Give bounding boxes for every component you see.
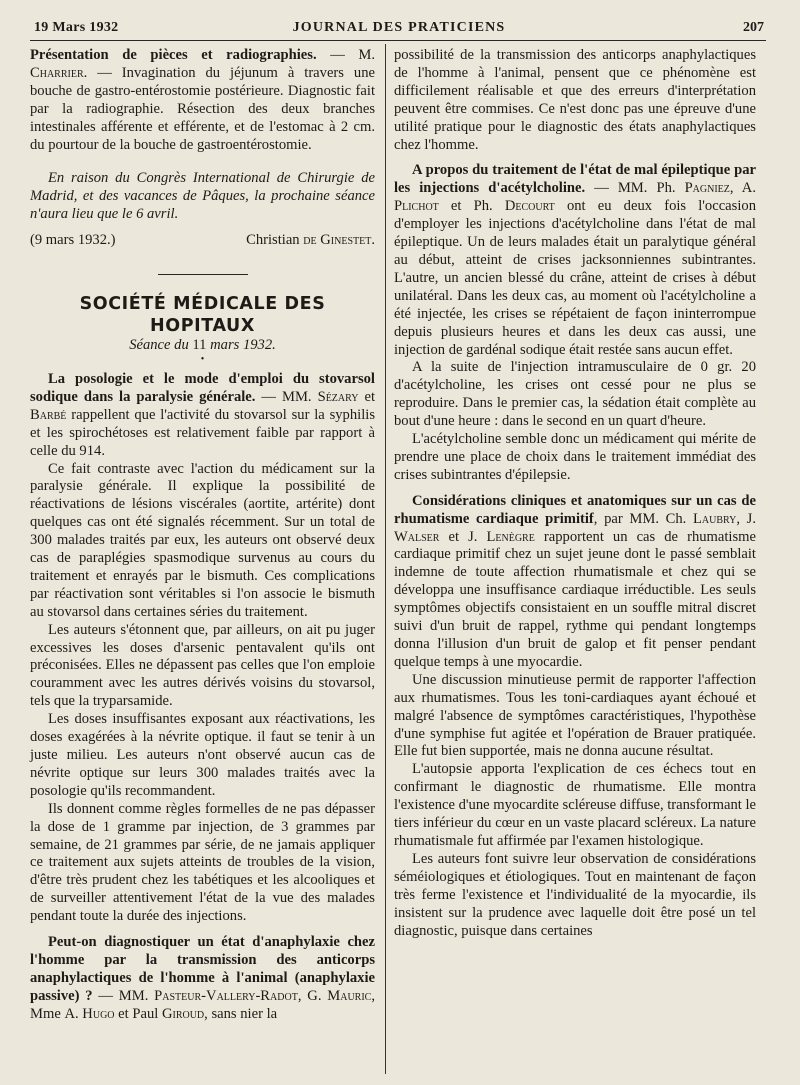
header-rule	[30, 40, 766, 41]
stovarsol-dash: — MM.	[255, 388, 318, 405]
anaphylaxie-dash: — MM.	[92, 987, 155, 1004]
anaphylaxie-author-1: Pasteur-Vallery-Radot	[154, 987, 298, 1004]
rhumatisme-intro	[394, 493, 756, 672]
anaphylaxie-title: Peut-on diagnostiquer un état d'anaphylaxie chez l'homme par la transmission des anticorps anaphylactiques de l'homme à l'animal (anaphylaxie passive) ?	[30, 934, 375, 1004]
presentation-paragraph	[30, 47, 375, 154]
anaphylaxie-author-2: G. Mauric	[307, 987, 372, 1004]
ornament-dot: •	[200, 353, 205, 365]
acetylcholine-paragraph-2: A la suite de l'injection intramusculaire de 0 gr. 20 d'acétylcholine, les crises ont cessé pour ne plus se reproduire. Dans le premier cas, la sédation était complète au bout d'une heure : dans le second en un quart d'heure.	[394, 359, 756, 430]
stovarsol-author-1: Sézary	[317, 388, 359, 405]
rhumatisme-paragraph-4: Les auteurs font suivre leur observation de considérations séméiologiques et étiologiques. Tout en maintenant de façon très ferme l'existence et l'individualité de la myocardie, ils insistent sur la prudence avec laquelle doit être posé un tel diagnostic, puisque dans certaines	[394, 850, 756, 939]
stovarsol-paragraph-3: Les auteurs s'étonnent que, par ailleurs, on ait pu juger excessives les doses d'arsenic pentavalent qu'ils ont préconisées. Elles ne dépassent pas celles que l'on emploie couramment avec les autres dérivés voisins du stovarsol, tels que la tryparsamide.	[30, 621, 375, 710]
anaphylaxie-tail: , sans nier la	[204, 1005, 278, 1022]
running-header	[34, 18, 764, 40]
anaphylaxie-sep-3: et Paul	[114, 1005, 162, 1022]
signature	[246, 232, 375, 250]
seance-line	[30, 337, 375, 355]
stovarsol-paragraph-4: Les doses insuffisantes exposant aux réactivations, les doses exagérées à la névrite optique. il faut se tenir à un juste milieu. Les auteurs n'ont observé aucun cas de névrite optique sur leurs 300 malades traités avec la posologie qu'ils recommandent.	[30, 711, 375, 799]
column-divider	[385, 44, 386, 1074]
signature-last-name: Ginestet.	[320, 232, 375, 249]
signature-first-name: Christian	[246, 232, 304, 249]
header-page-number: 207	[743, 20, 764, 35]
section-rule	[158, 274, 248, 275]
acetylcholine-sep-2: et Ph.	[438, 198, 505, 215]
stovarsol-body-1: rappellent que l'activité du stovarsol sur la syphilis et les spirochétoses est relativement faible par rapport à celle du 914.	[30, 406, 375, 459]
header-date: 19 Mars 1932	[34, 20, 119, 35]
stovarsol-paragraph-5: Ils donnent comme règles formelles de ne pas dépasser la dose de 1 gramme par injection, de 3 grammes par semaine, de 21 grammes par série, de ne jamais appliquer ce traitement aux sujets atteints de troubles de la vision, d'être très prudent chez les tabétiques et les alcooliques et de surveiller attentivement l'état de la vue des malades pendant toute la durée des injections.	[30, 800, 375, 925]
rhumatisme-title: Considérations cliniques et anatomiques sur un cas de rhumatisme cardiaque primitif	[394, 492, 756, 527]
society-title: SOCIÉTÉ MÉDICALE DES HOPITAUX	[79, 294, 326, 337]
signature-date: (9 mars 1932.)	[30, 232, 116, 249]
stovarsol-title: La posologie et le mode d'emploi du stovarsol sodique dans la paralysie générale.	[30, 370, 375, 405]
signature-particle: de	[303, 232, 321, 249]
acetylcholine-author-3: Decourt	[504, 198, 555, 215]
left-column	[30, 47, 375, 1024]
presentation-body: — Invagination du jéjunum à travers une bouche de gastro-entérostomie postérieure. Diagnostic fait par la radiographie. Résection des deux branches intestinales afférente et efférente, et de l'estomac à 2 cm. du pourtour de la bouche de gastroentérostomie.	[30, 64, 375, 153]
anaphylaxie-sep-2: , Mme	[30, 987, 376, 1022]
rhumatisme-dash: , par MM. Ch.	[593, 510, 693, 527]
rhumatisme-paragraph-3: L'autopsie apporta l'explication de ces échecs tout en confirmant le diagnostic de rhumatisme. Elle montra l'existence d'une myocardite scléreuse diffuse, transformant le tiers inférieur du cœur en un vaste placard scléreux. La nature rhumatismale fut affirmée par l'examen histologique.	[394, 761, 756, 849]
anaphylaxie-author-3: A. Hugo	[64, 1005, 115, 1022]
acetylcholine-sep-1: , A.	[729, 180, 756, 197]
acetylcholine-intro	[394, 162, 756, 359]
anaphylaxie-author-4: Giroud	[161, 1005, 205, 1022]
acetylcholine-paragraph-3: L'acétylcholine semble donc un médicament qui mérite de prendre une place de choix dans le traitement immédiat des crises subintrantes d'épilepsie.	[394, 431, 756, 483]
acetylcholine-author-2: Plichot	[394, 198, 439, 215]
rhumatisme-author-2: Walser	[394, 528, 440, 545]
acetylcholine-dash: — MM. Ph.	[585, 180, 685, 197]
seance-label: Séance du	[129, 337, 193, 354]
rhumatisme-paragraph-2: Une discussion minutieuse permit de rapporter l'affection aux rhumatismes. Tous les toni-cardiaques ayant échoué et malgré l'absence de symptômes caractéristiques, l'hypothèse d'une symphise fut agitée et l'opération de Brauer pratiquée. Elle fut bien supportée, mais ne donna aucune résultat.	[394, 671, 756, 760]
anaphylaxie-intro	[30, 934, 375, 1024]
rhumatisme-sep-2: et J.	[439, 528, 487, 545]
rhumatisme-author-3: Lenègre	[486, 528, 535, 545]
acetylcholine-body-1: ont eu deux fois l'occasion d'employer les injections d'acétylcholine dans l'état de mal épileptique. Un de leurs malades était un paralytique général au début, atteint de crises jacksonniennes subintrantes. L'autre, un ancien blessé du crâne, atteint de crises à début unilatéral. Dans les deux cas, au moment où l'acétylcholine a été injectée, les crises se répétaient de façon ininterrompue depuis plusieurs heures et dans les deux cas aussi, une injection de gardénal sodique était restée sans aucun effet.	[394, 198, 756, 358]
session-notice: En raison du Congrès International de Chirurgie de Madrid, et des vacances de Pâques, la prochaine séance n'aura lieu que le 6 avril.	[30, 170, 375, 223]
rhumatisme-author-1: Laubry	[692, 510, 737, 527]
presentation-title: Présentation de pièces et radiographies.	[30, 47, 317, 63]
anaphylaxie-continuation: possibilité de la transmission des anticorps anaphylactiques de l'homme à l'animal, pensent que ce phénomène est difficilement réalisable et que des erreurs d'interprétation peuvent être commises. Ce n'est donc pas une épreuve d'une utilité pratique pour le diagnostic des états anaphylactiques chez l'homme.	[394, 47, 756, 153]
stovarsol-and: et	[358, 388, 375, 405]
stovarsol-author-2: Barbé	[30, 406, 67, 423]
anaphylaxie-sep-1: ,	[297, 987, 308, 1004]
signature-row	[30, 232, 375, 250]
presentation-dash: —	[330, 47, 359, 63]
stovarsol-intro	[30, 371, 375, 461]
rhumatisme-body-1: rapportent un cas de rhumatisme cardiaque primitif chez un sujet jeune dont le passé semblait indemne de toute affection rhumatismale et chez qui se développa une insuffisance cardiaque irréductible. Les seuls symptômes objectifs consistaient en un souffle mitral discret suivi d'un bruit de rappel, rythme qui pendant longtemps donna l'illusion d'un bruit de galop et fit penser pendant quelque temps à une myocardie.	[394, 528, 756, 670]
header-journal-title: JOURNAL DES PRATICIENS	[292, 20, 506, 35]
seance-day: 11	[192, 337, 207, 354]
acetylcholine-title: A propos du traitement de l'état de mal épileptique par les injections d'acétylcholine.	[394, 162, 756, 197]
presentation-author: M. Charrier.	[30, 47, 375, 81]
right-column	[394, 47, 756, 940]
stovarsol-paragraph-2: Ce fait contraste avec l'action du médicament sur la paralysie générale. Il explique la possibilité de réactivations de lésions viscérales (aortite, artérite) dont quelques cas ont été signalés récemment. Sur un total de 300 malades traités par eux, les auteurs ont observé deux cas de paraplégies spasmodique survenus au cours du traitement et enrayés par le bismuth. Ces complications par réactivation sont véritables si l'on associe le bismuth au stovarsol dans certaines séries du traitement.	[30, 460, 375, 620]
seance-month-year: mars 1932.	[206, 337, 276, 354]
rhumatisme-sep-1: , J.	[736, 510, 756, 527]
acetylcholine-author-1: Pagniez	[684, 180, 730, 197]
